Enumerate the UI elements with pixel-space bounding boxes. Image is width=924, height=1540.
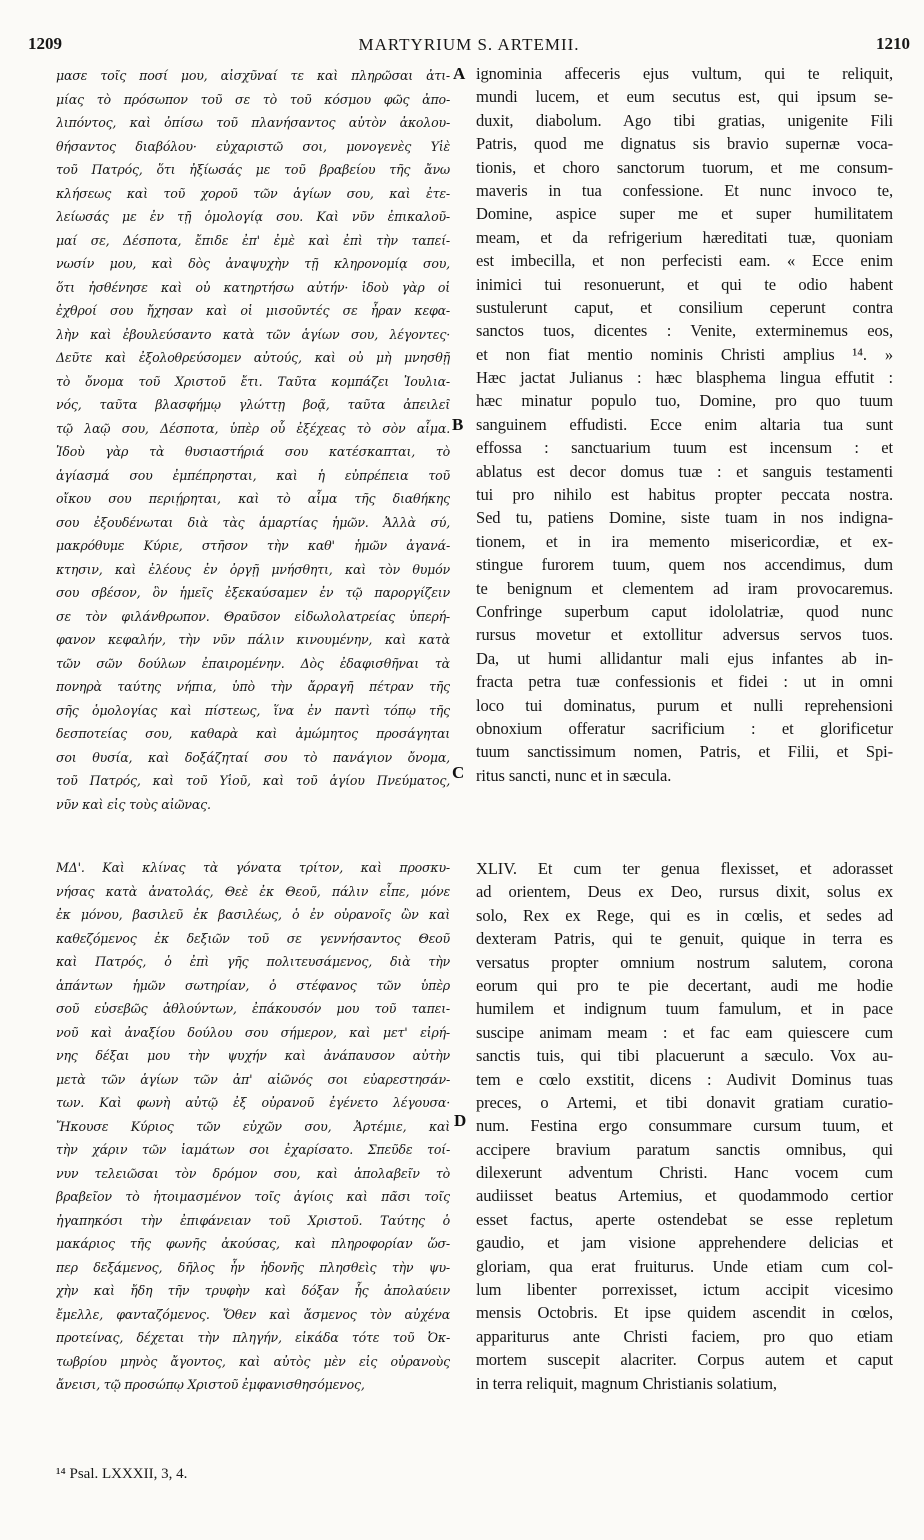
text-line: καὶ Πατρός, ὁ ἐπὶ γῆς πολιτευσάμενος, διὰ τὴν [56, 954, 450, 969]
page-header [28, 34, 910, 60]
text-line: sanctis tuis, qui tibi placuerunt a sæculo. Vox au- [476, 1046, 893, 1066]
text-line: XLIV. Et cum ter genua flexisset, et adorasset [476, 859, 893, 878]
text-line: οἴκου σου περιῄρηται, καὶ τὸ αἷμα τῆς διαθήκης [56, 491, 450, 506]
text-line: των. Καὶ φωνὴ αὐτῷ ἐξ οὐρανοῦ ἐγένετο λέγουσα· [56, 1095, 450, 1110]
text-line: νός, ταῦτα βλασφήμῳ γλώττῃ βοᾷ, ταῦτα ἀπειλεῖ [56, 397, 450, 412]
text-line: mundi lucem, et eum secutus est, qui ipsum se- [476, 87, 893, 107]
text-line: num. Festina ergo consummare cursum tuum, et [476, 1116, 893, 1136]
text-line: preces, o Artemi, et tibi donavit gratiam curatio- [476, 1092, 893, 1112]
text-line: τῷ λαῷ σου, Δέσποτα, ὑπὲρ οὗ ἐξέχεας τὸ σὸν αἷμα. [56, 420, 450, 436]
text-line: ἄνεισι, τῷ προσώπῳ Χριστοῦ ἐμφανισθησόμενος, [56, 1377, 365, 1392]
text-line: Hæc jactat Julianus : hæc blasphema lingua effutit : [476, 368, 893, 388]
text-line: hæc minatur populo tuo, Domine, pro quo tuum [476, 391, 893, 411]
text-line: obnoxium offeratur sacrificium : et glorificetur [476, 718, 893, 738]
text-line: fracta petra tuæ confessionis et fidei : ut in omni [476, 672, 893, 692]
text-line: κτησιν, καὶ ἐλέους ἐν ὀργῇ μνήσθητι, καὶ τὸν θυμόν [56, 561, 450, 577]
margin-marker-c: C [452, 763, 465, 782]
text-line: προτείνας, δέχεται τὴν πληγήν, εἰκάδα τότε τοῦ Ὀκ- [56, 1330, 450, 1345]
text-line: ἐκ μόνου, βασιλεῦ ἐκ βασιλέως, ὁ ἐν οὐρανοῖς ὢν καὶ [56, 907, 450, 922]
text-line: tionis, et choro sanctorum tuorum, et me consum- [476, 157, 893, 177]
text-line: σοῦ εὐσεβῶς ἀθλούντων, ἐπάκουσόν μου τοῦ ταπει- [56, 1001, 450, 1016]
text-line: τὸ ὄνομα τοῦ Χριστοῦ ἔτι. Ταῦτα κομπάζει Ἰουλια- [56, 373, 450, 389]
text-line: μακάριος τῆς φωνῆς ἀκούσας, καὶ πληροφορίαν ὥσ- [56, 1236, 450, 1251]
text-line: ἁπάντων ἡμῶν σωτηρίαν, ὁ στέφανος τῶν ὑπὲρ [56, 977, 450, 993]
text-line: ad orientem, Deus ex Deo, rursus dixit, solus ex [476, 882, 893, 902]
text-line: sustulerunt caput, et consilium ceperunt contra [476, 297, 893, 317]
footnote: ¹⁴ Psal. LXXXII, 3, 4. [56, 1466, 188, 1482]
text-line: ἐχθροί σου ἤχησαν καὶ οἱ μισοῦντές σε ἦραν κεφα- [56, 303, 450, 318]
text-line: Ἰδοὺ γὰρ τὰ θυσιαστήριά σου κατέσκαπται, τὸ [56, 444, 450, 459]
text-line: dexteram Patris, qui te genuit, quique in terra es [476, 929, 893, 949]
text-line: ἁγίασμά σου ἐμπέπρησται, καὶ ἡ εὐπρέπεια τοῦ [56, 467, 450, 483]
text-line: νήσας κατὰ ἀνατολάς, Θεὲ ἐκ Θεοῦ, πάλιν εἶπε, μόνε [56, 883, 450, 899]
text-line: ignominia affeceris ejus vultum, qui te reliquit, [476, 64, 893, 83]
text-line: περ δεξάμενος, δῆλος ἦν ἡδονῆς πλησθεὶς τὴν ψυ- [56, 1259, 450, 1275]
text-line: meam, et da refrigerium hæreditati tuæ, quoniam [476, 227, 893, 247]
text-line: τοῦ Πατρός, καὶ τοῦ Υἱοῦ, καὶ τοῦ ἁγίου Πνεύματος, [56, 773, 450, 788]
text-line: Patris, quod me dignatus sis bravio supernæ voca- [476, 134, 893, 154]
text-line: tem e cœlo exstitit, dicens : Audivit Dominus tuas [476, 1069, 893, 1089]
text-line: Domine, aspice super me et super humilitatem [476, 204, 893, 224]
text-line: βραβεῖον τὸ ἡτοιμασμένον τοῖς ἁγίοις καὶ πᾶσι τοῖς [56, 1189, 450, 1204]
text-line: et non fiat mentio nominis Christi amplius ¹⁴. » [476, 344, 893, 364]
text-line: audiisset beatus Artemius, et quodammodo certior [476, 1186, 893, 1206]
text-line: ritus sancti, nunc et in sæcula. [476, 765, 672, 785]
text-line: μαί σε, Δέσποτα, ἔπιδε ἐπ' ἐμὲ καὶ ἐπὶ τὴν ταπεί- [56, 232, 450, 248]
text-line: duxit, diabolum. Ago tibi gratias, unigenite Fili [476, 110, 893, 130]
text-line: gaudio, et jam visione apprehendere delicias et [476, 1233, 893, 1253]
text-line: suscipe animam meam : et fac eam quiescere cum [476, 1022, 893, 1042]
text-line: mensis Octobris. Et ipse quidem ascendit in cœlos, [476, 1303, 893, 1323]
text-line: λὴν καὶ ἐβουλεύσαντο κατὰ τῶν ἁγίων σου, λέγοντες· [56, 326, 450, 342]
text-line: est imbecilla, et non perfecisti eam. « Ecce enim [476, 251, 893, 271]
text-line: appariturus ante Christi faciem, pro quo etiam [476, 1326, 893, 1346]
text-line: χὴν καὶ ἤδη τῆν τρυφὴν καὶ δόξαν ἧς ἀπολαύειν [56, 1283, 450, 1298]
text-line: νῦν καὶ εἰς τοὺς αἰῶνας. [56, 796, 211, 812]
text-line: λείωσάς με ἐν τῇ ὁμολογίᾳ σου. Καὶ νῦν ἐπικαλοῦ- [56, 209, 450, 224]
text-line: inimici tui resonuerunt, et qui te odio habent [476, 274, 893, 294]
text-line: Da, ut humi allidantur mali ejus infantes ab in- [476, 648, 893, 668]
text-line: νης δέξαι μου τὴν ψυχήν καὶ ἀνάπαυσον αὐτὴν [56, 1048, 450, 1063]
text-line: maveris in tua confessione. Et nunc invoco te, [476, 180, 893, 200]
text-line: dilexerunt adventum Christi. Hanc vocem cum [476, 1163, 893, 1183]
text-line: ablatus est decor domus tuæ : et sanguis testamenti [476, 461, 893, 481]
text-line: lum libenter porrexisset, ictum accipit vicesimo [476, 1280, 893, 1300]
text-line: μασε τοῖς ποσί μου, αἰσχῦναί τε καὶ πληρῶσαι ἀτι- [56, 68, 450, 83]
left-page-number: 1209 [28, 34, 62, 53]
text-line: sanguinem effudisti. Ecce enim altaria tua sunt [476, 414, 893, 434]
text-line: μίας τὸ πρόσωπον τοῦ σε τὸ τοῦ κόσμου φῶς ἀπο- [56, 91, 450, 107]
text-line: νυν τελειῶσαι τὸν δρόμον σου, καὶ ἀπολαβεῖν τὸ [56, 1165, 450, 1181]
text-line: ἔμελλε, φανταζόμενος. Ὅθεν καὶ ἄσμενος τὸν αὐχένα [56, 1306, 450, 1322]
text-line: σε τὸν φιλάνθρωπον. Θραῦσον εἰδωλολατρείας ὑπερή- [56, 608, 450, 624]
text-line: accipere bravium paratum sanctis omnibus, qui [476, 1139, 893, 1159]
text-line: effossa : sanctuarium tuum est incensum : et [476, 438, 893, 458]
text-line: solo, Rex ex Rege, qui es in cœlis, et sedes ad [476, 905, 893, 925]
text-line: tui pro nihilo est habitus propter peccata nostra. [476, 485, 893, 505]
text-line: mortem suscepit alacriter. Corpus autem et caput [476, 1350, 893, 1370]
text-line: rursus movetur et extollitur adversus servos tuos. [476, 625, 893, 645]
text-line: νοῦ καὶ ἀναξίου δούλου σου σήμερον, καὶ μετ' εἰρή- [56, 1024, 450, 1040]
text-line: ὅτι ἠσθένησε καὶ οὐ κατηρτήσω αὐτήν· ἰδοὺ γὰρ οἱ [56, 279, 450, 295]
margin-marker-a: A [453, 64, 466, 83]
latin-column-lower [476, 857, 893, 1395]
margin-marker-d: D [454, 1111, 467, 1130]
text-line: τῶν σῶν δούλων ἐπαιρομένην. Δὸς ἐδαφισθῆναι τὰ [56, 655, 450, 671]
text-line: κλήσεως καὶ τοῦ χοροῦ τῶν ἁγίων σου, καὶ ἐτε- [56, 185, 450, 201]
text-line: in terra reliquit, magnum Christianis solatium, [476, 1373, 777, 1393]
text-line: λιπόντος, καὶ ὀπίσω τοῦ πλανήσαντος αὐτὸν ἀκολου- [56, 115, 450, 130]
text-line: tionem, et in ira memento misericordiæ, et ex- [476, 531, 893, 551]
text-line: τωβρίου μηνὸς ἄγοντος, καὶ αὐτὸς μὲν εἰς οὐρανοὺς [56, 1353, 450, 1369]
text-line: Ἤκουσε Κύριος τῶν εὐχῶν σου, Ἀρτέμιε, καὶ [56, 1118, 450, 1134]
text-line: sanctos tuos, dicentes : Venite, exterminemus eos, [476, 321, 893, 341]
text-line: stingue furorem tuum, quem nos accendimus, dum [476, 555, 893, 575]
text-line: ΜΔ'. Καὶ κλίνας τὰ γόνατα τρίτον, καὶ προσκυ- [56, 860, 450, 875]
text-line: ἠγαπηκόσι τὴν ἐπιφάνειαν τοῦ Χριστοῦ. Ταύτης ὁ [56, 1212, 450, 1228]
text-line: humilem et indignum tuum famulum, et in pace [476, 999, 893, 1019]
text-line: eorum qui pro te pie decertant, audi me hodie [476, 975, 893, 995]
text-line: Δεῦτε καὶ ἐξολοθρεύσομεν αὐτούς, καὶ οὐ μὴ μνησθῇ [56, 350, 450, 365]
text-line: gloriam, qua erat fruiturus. Unde etiam cum col- [476, 1256, 893, 1276]
text-line: Confringe superbum caput idololatriæ, quod nunc [476, 601, 893, 621]
text-line: θήσαντος διαβόλου· εὐχαριστῶ σοι, μονογενὲς Υἱὲ [56, 138, 450, 154]
right-page-number: 1210 [876, 34, 910, 53]
running-title: MARTYRIUM S. ARTEMII. [358, 35, 580, 54]
text-line: tuum sanctissimum nomen, Patris, et Filii, et Spi- [476, 742, 893, 762]
text-line: καθεζόμενος ἐκ δεξιῶν τοῦ σε γεννήσαντος Θεοῦ [56, 930, 450, 946]
margin-marker-b: B [452, 415, 464, 434]
text-line: esset factus, aperte ostendebat se esse repletum [476, 1209, 893, 1229]
greek-column-lower [56, 856, 450, 1397]
text-line: te benignum et clementem ad iram provocaremus. [476, 578, 893, 598]
text-line: μακρόθυμε Κύριε, στῆσον τὴν καθ' ἡμῶν ἀγανά- [56, 538, 450, 553]
text-line: Sed tu, patiens Domine, siste tuam in nos indigna- [476, 508, 893, 528]
text-line: νωσίν μου, καὶ δὸς ἀναψυχὴν τῇ κληρονομίᾳ σου, [56, 256, 450, 271]
text-line: τοῦ Πατρός, ὅτι ἠξίωσάς με τοῦ βραβείου τῆς ἄνω [56, 162, 450, 177]
text-line: δεσποτείας σου, καθαρὰ καὶ ἀμώμητος προσάγηται [56, 726, 450, 741]
greek-column-upper [56, 64, 450, 816]
text-line: σοι θυσία, καὶ δοξάζηταί σου τὸ πανάγιον ὄνομα, [56, 749, 450, 765]
text-line: πονηρὰ ταύτης νήπια, ὑπὸ τὴν ἄρραγῆ πέτραν τῆς [56, 679, 450, 694]
text-line: σου ἐξουδένωται διὰ τὰς ἁμαρτίας ἡμῶν. Ἀλλὰ σύ, [56, 514, 450, 530]
latin-column-upper [476, 62, 893, 787]
text-line: μετὰ τῶν ἁγίων τῶν ἀπ' αἰῶνός σοι εὐαρεστησάν- [56, 1071, 450, 1087]
text-line: loco tui dominatus, purum et nulli reprehensioni [476, 695, 893, 715]
text-line: versatus propter omnium nostrum salutem, corona [476, 952, 893, 972]
text-line: φανον κεφαλήν, τὴν νῦν πάλιν κινουμένην, καὶ κατὰ [56, 632, 450, 647]
text-line: τὴν χάριν τῶν ἰαμάτων σοι ἐχαρίσατο. Σπεῦδε τοί- [56, 1142, 450, 1157]
text-line: σῆς ὁμολογίας καὶ πίστεως, ἵνα ἐν παντὶ τόπῳ τῆς [56, 702, 450, 718]
text-line: σου σβέσον, ὃν ἡμεῖς ἐξεκαύσαμεν ἐν τῷ παροργίζειν [56, 585, 450, 600]
